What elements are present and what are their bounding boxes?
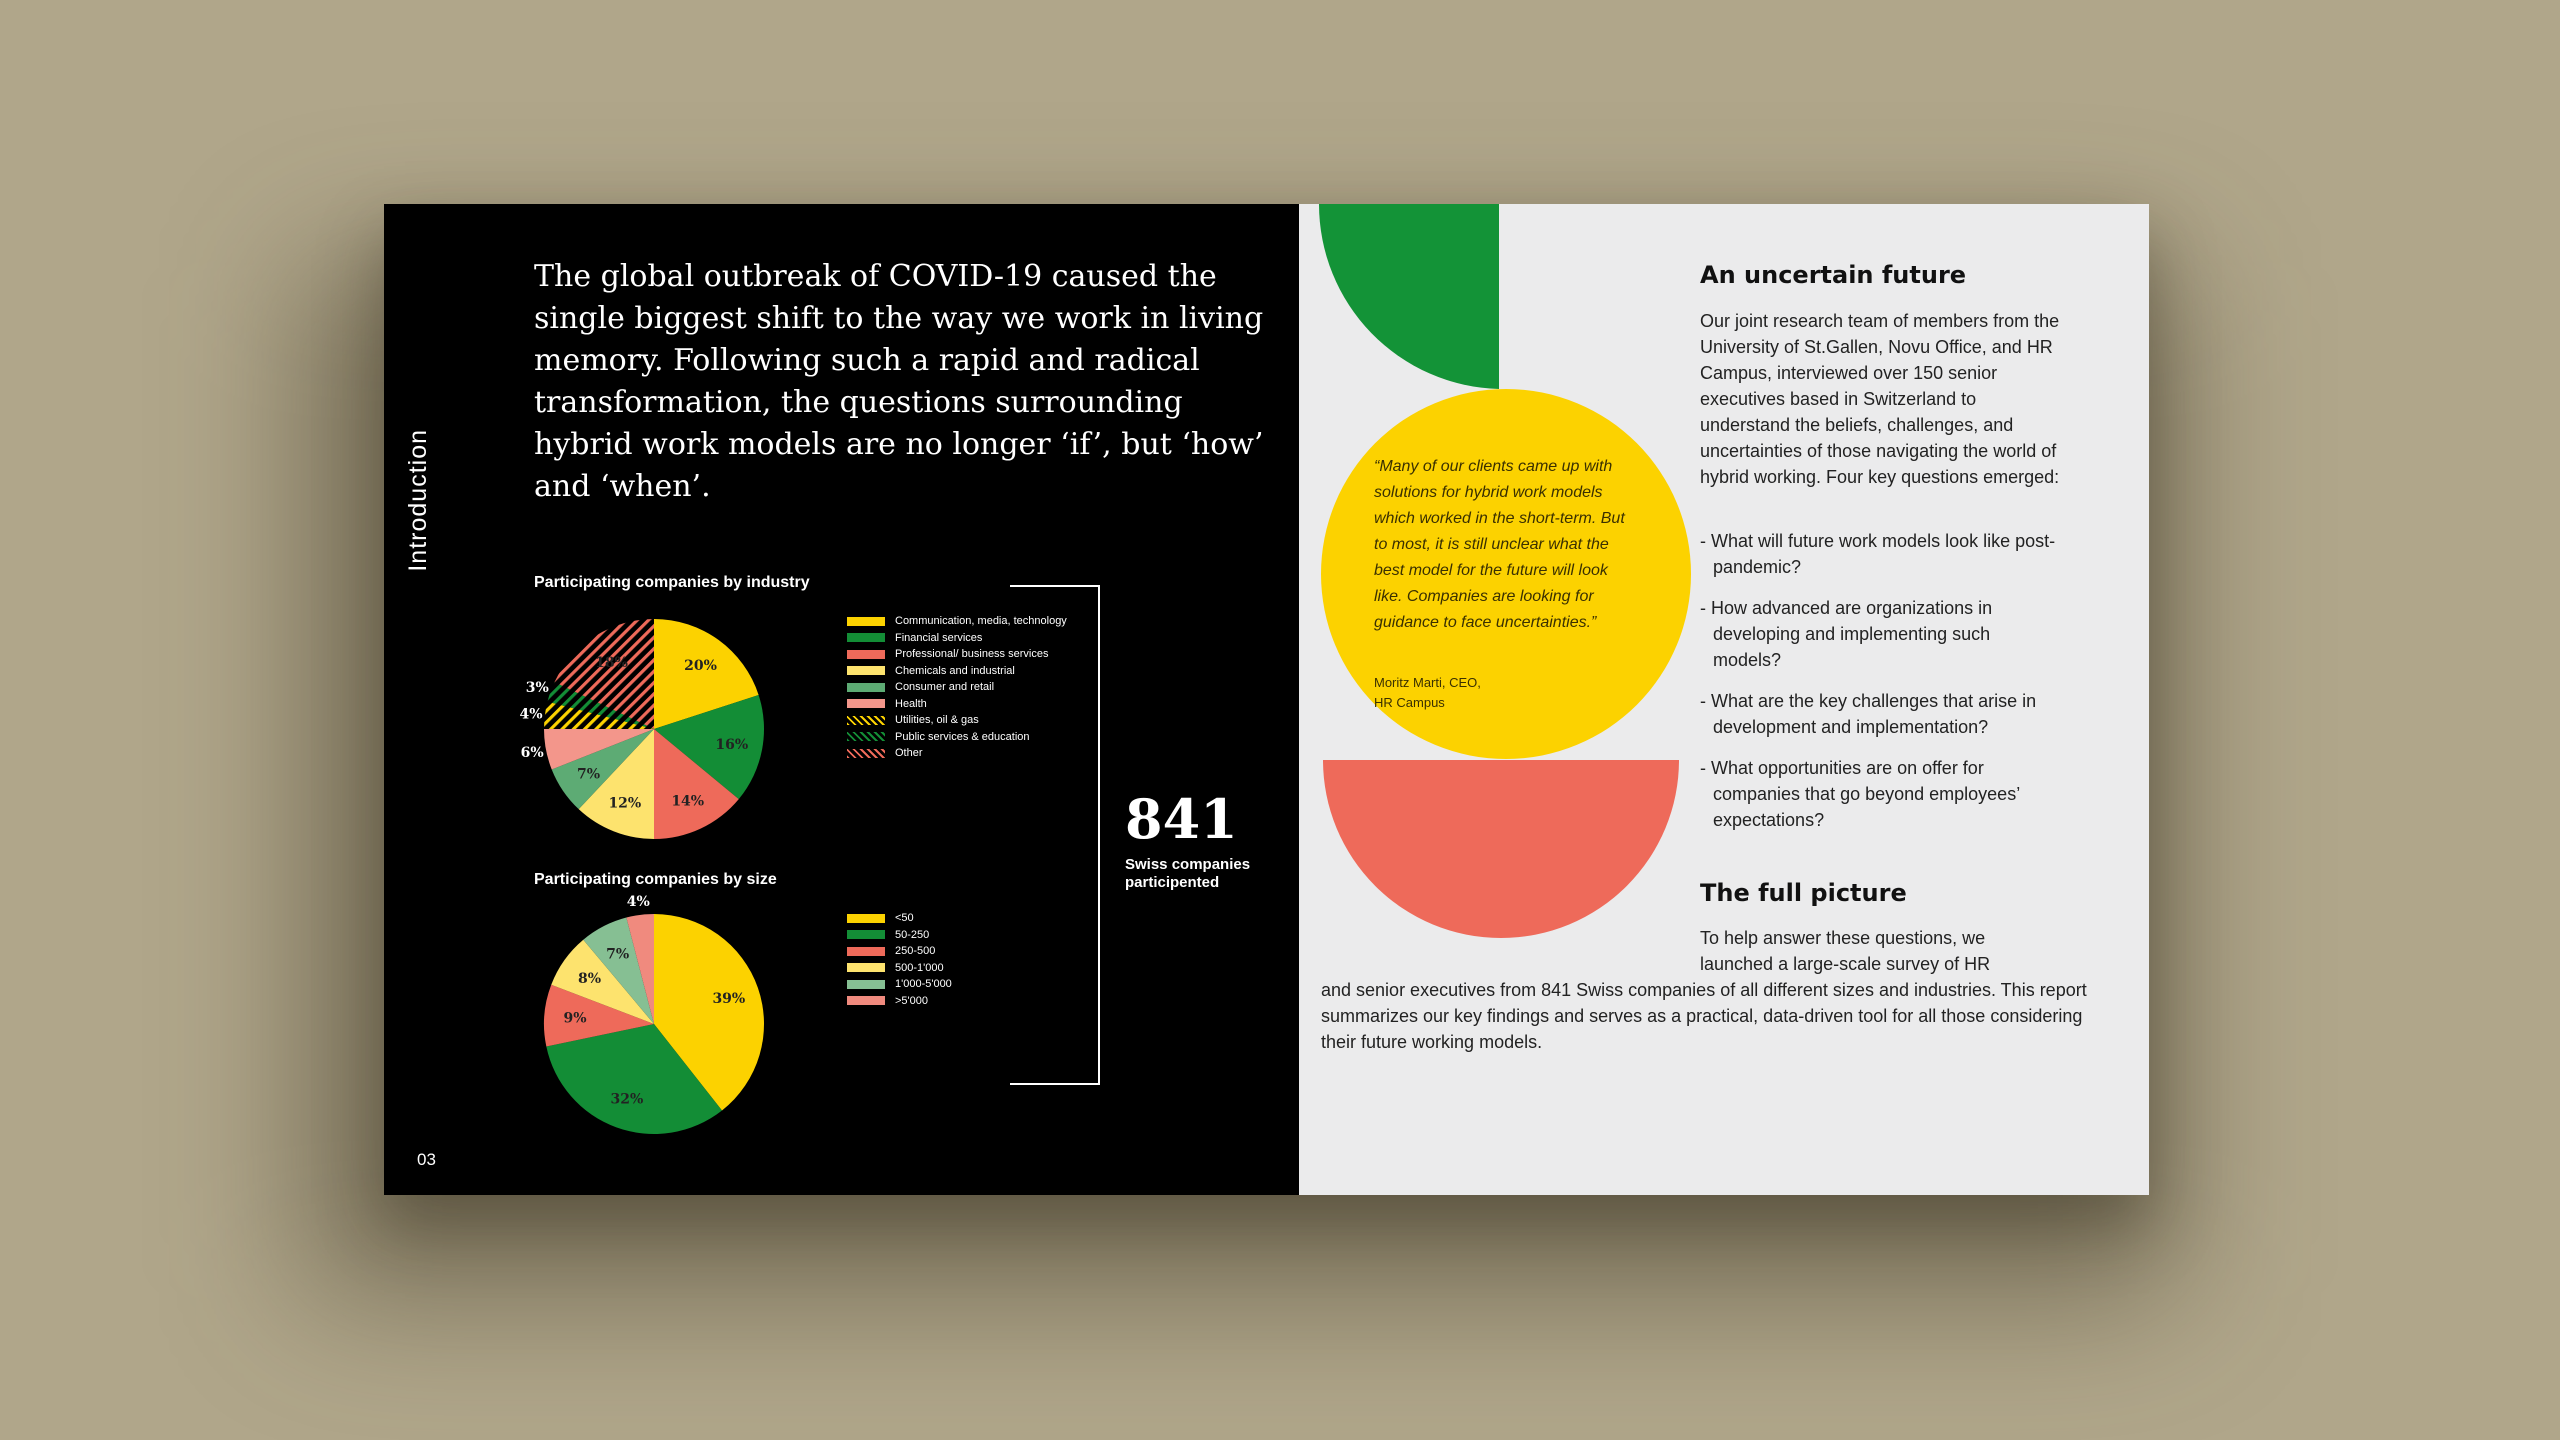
- legend-label: Utilities, oil & gas: [895, 714, 979, 727]
- pie-value-label: 16%: [715, 736, 749, 753]
- pie-value-label: 14%: [671, 793, 705, 810]
- stat-number: 841: [1125, 787, 1238, 851]
- legend-label: <50: [895, 912, 914, 925]
- legend-label: 50-250: [895, 928, 930, 941]
- legend-swatch: [847, 914, 885, 923]
- legend-swatch: [847, 650, 885, 659]
- legend-label: Consumer and retail: [895, 681, 995, 694]
- legend-swatch: [847, 749, 885, 758]
- legend-item-250-500: [847, 943, 952, 960]
- legend-item-1-000-5-000: [847, 976, 952, 993]
- full-picture-paragraph-end: and senior executives from 841 Swiss companies of all different sizes and industries. This report summarizes our key findings and serves as a practical, data-driven tool for all those considering their future working models.: [1321, 980, 2087, 1052]
- heading-uncertain-future: An uncertain future: [1700, 261, 1967, 289]
- page-number: 03: [417, 1150, 436, 1169]
- bracket-divider: [1010, 585, 1100, 1085]
- legend-item-50-250: [847, 927, 952, 944]
- legend-swatch: [847, 666, 885, 675]
- quote-author-name: Moritz Marti, CEO,: [1374, 675, 1481, 690]
- question-item: - What will future work models look like post-pandemic?: [1700, 531, 2056, 577]
- question-item: - How advanced are organizations in developing and implementing such models?: [1700, 598, 1993, 670]
- pie-value-label: 39%: [712, 991, 746, 1008]
- pie-value-label: 12%: [608, 795, 642, 812]
- stat-label: Swiss companies participented: [1125, 856, 1251, 891]
- legend-label: Chemicals and industrial: [895, 664, 1015, 677]
- key-questions-list: [1700, 528, 2060, 848]
- pie-value-label: 7%: [576, 766, 601, 783]
- legend-swatch: [847, 732, 885, 741]
- legend-label: 1'000-5'000: [895, 978, 952, 991]
- industry-pie-chart: [509, 599, 779, 859]
- intro-text: The global outbreak of COVID-19 caused the single biggest shift to the way we work in living memory. Following such a rapid and radical transformation, the questions surrounding hybrid work models are no longer ‘if’, but ‘how’ and ‘when’.: [534, 259, 1264, 504]
- legend-item-50: [847, 910, 952, 927]
- legend-swatch: [847, 930, 885, 939]
- legend-label: Financial services: [895, 631, 983, 644]
- legend-swatch: [847, 947, 885, 956]
- full-picture-paragraph-start: To help answer these questions, we launched a large-scale survey of HR: [1700, 928, 1991, 974]
- pie-value-label: 6%: [520, 745, 544, 762]
- legend-label: Professional/ business services: [895, 648, 1049, 661]
- quote-author: [1374, 673, 1574, 713]
- legend-swatch: [847, 683, 885, 692]
- legend-label: 250-500: [895, 945, 936, 958]
- legend-item-5-000: [847, 993, 952, 1010]
- legend-label: Other: [895, 747, 923, 760]
- pie-value-label: 4%: [626, 893, 650, 910]
- legend-label: Communication, media, technology: [895, 615, 1067, 628]
- pie-value-label: 9%: [563, 1010, 587, 1027]
- legend-swatch: [847, 980, 885, 989]
- size-pie-chart: [509, 894, 779, 1154]
- pie-value-label: 4%: [519, 706, 543, 723]
- section-label: Introduction: [404, 429, 432, 572]
- question-item: - What opportunities are on offer for companies that go beyond employees’ expectations?: [1700, 758, 2020, 830]
- pie-value-label: 7%: [606, 946, 630, 963]
- heading-full-picture: The full picture: [1700, 879, 1907, 907]
- legend-swatch: [847, 963, 885, 972]
- quote-text: “Many of our clients came up with solutions for hybrid work models which worked in the short-term. But to most, it is still unclear what the best model for the future will look like. Companies are looking for guidance to face uncertainties.”: [1374, 458, 1625, 631]
- left-page: [384, 204, 1299, 1195]
- pie-value-label: 18%: [595, 655, 628, 672]
- research-paragraph: Our joint research team of members from the University of St.Gallen, Novu Office, and HR Campus, interviewed over 150 senior executives based in Switzerland to understand the beliefs, challenges, and uncertainties of those navigating the world of hybrid working. Four key questions emerged:: [1700, 311, 2060, 487]
- industry-chart-title: Participating companies by industry: [534, 574, 810, 591]
- legend-label: 500-1'000: [895, 961, 944, 974]
- legend-swatch: [847, 699, 885, 708]
- size-chart-title: Participating companies by size: [534, 871, 777, 888]
- legend-item-500-1-000: [847, 960, 952, 977]
- legend-swatch: [847, 617, 885, 626]
- pie-value-label: 32%: [610, 1091, 644, 1108]
- legend-swatch: [847, 716, 885, 725]
- quote-author-org: HR Campus: [1374, 695, 1445, 710]
- size-legend: [847, 910, 952, 1009]
- legend-label: >5'000: [895, 994, 928, 1007]
- legend-label: Health: [895, 697, 927, 710]
- brochure-spread: [384, 204, 2149, 1195]
- coral-half-circle: [1323, 760, 1679, 938]
- pie-value-label: 3%: [525, 679, 549, 696]
- question-item: - What are the key challenges that arise in development and implementation?: [1700, 691, 2037, 737]
- pie-value-label: 20%: [684, 657, 717, 674]
- legend-swatch: [847, 996, 885, 1005]
- pie-value-label: 8%: [577, 971, 602, 988]
- green-half-circle: [1319, 204, 1499, 389]
- legend-swatch: [847, 633, 885, 642]
- legend-label: Public services & education: [895, 730, 1030, 743]
